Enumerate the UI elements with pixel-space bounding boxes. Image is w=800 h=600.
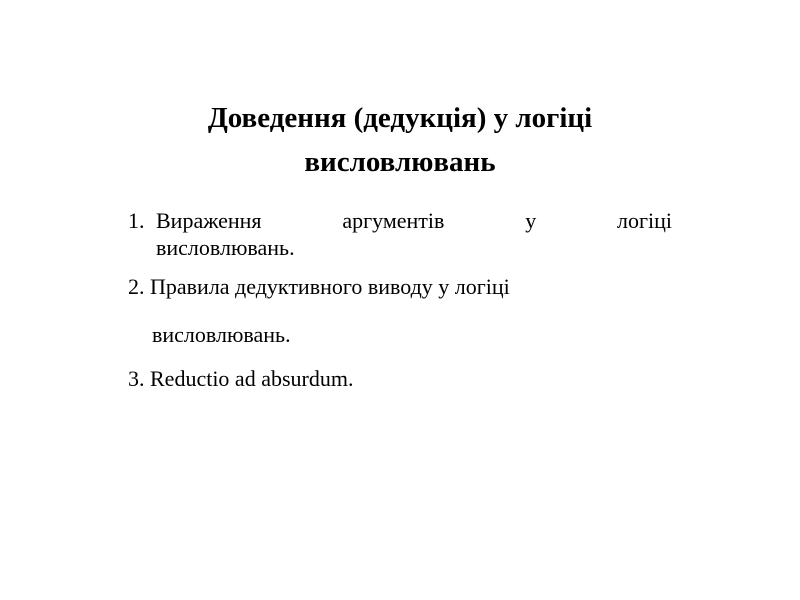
list-item-number: 1.	[128, 208, 145, 233]
slide-title-line-1: Доведення (дедукція) у логіці	[207, 102, 593, 134]
slide-title-line-2: висловлювань	[304, 146, 496, 178]
topic-list	[128, 208, 672, 392]
list-item-continuation: висловлювань.	[152, 322, 291, 347]
list-item: 3. Reductio ad absurdum.	[128, 366, 354, 391]
list-item: 2. Правила дедуктивного виводу у логіці	[128, 274, 510, 299]
list-item	[128, 208, 672, 234]
list-item-text: Вираження аргументів у логіці	[156, 208, 672, 233]
list-item-continuation: висловлювань.	[156, 235, 295, 260]
slide-title	[100, 96, 700, 184]
